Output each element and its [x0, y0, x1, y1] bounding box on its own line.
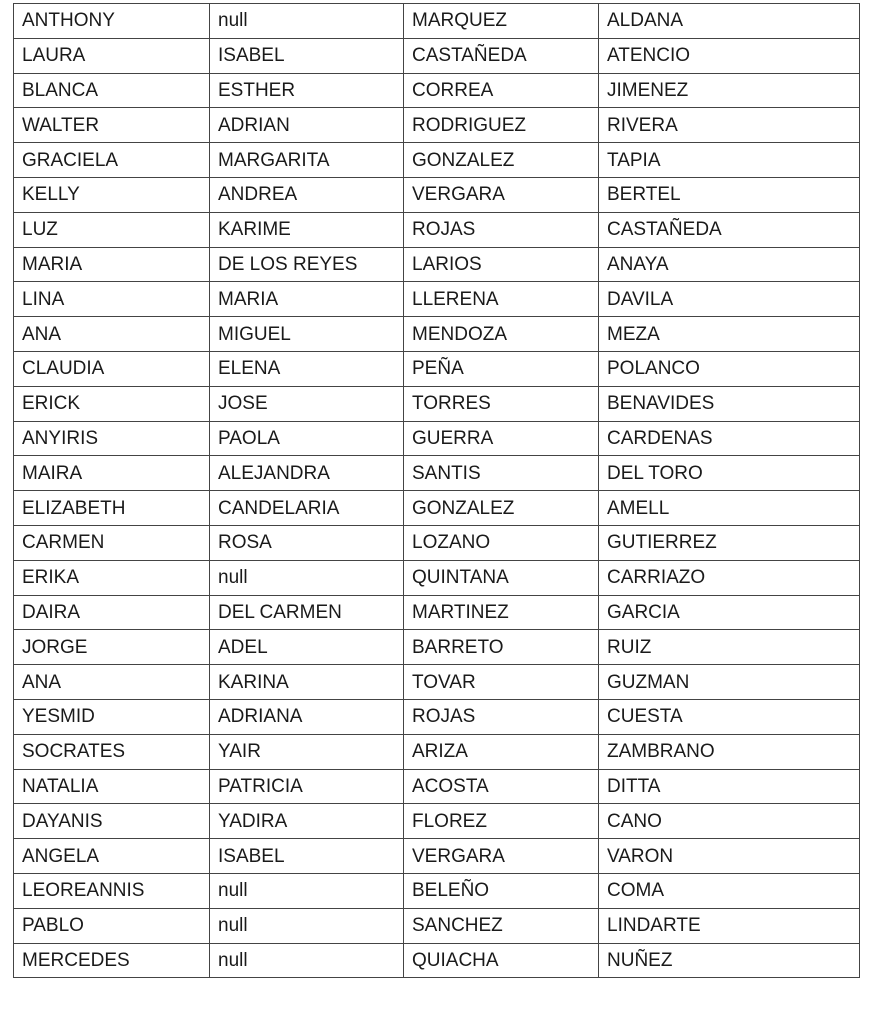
table-row	[14, 943, 860, 978]
second-surname-cell: JIMENEZ	[599, 73, 860, 108]
table-row	[14, 143, 860, 178]
first-surname-cell: SANCHEZ	[404, 908, 599, 943]
table-row	[14, 351, 860, 386]
first-name-cell: LUZ	[14, 212, 210, 247]
middle-name-cell: null	[210, 4, 404, 39]
first-surname-cell: LARIOS	[404, 247, 599, 282]
second-surname-cell: GARCIA	[599, 595, 860, 630]
second-surname-cell: DEL TORO	[599, 456, 860, 491]
first-surname-cell: QUINTANA	[404, 560, 599, 595]
table-row	[14, 491, 860, 526]
table-row	[14, 665, 860, 700]
second-surname-cell: BERTEL	[599, 177, 860, 212]
second-surname-cell: CUESTA	[599, 699, 860, 734]
first-name-cell: GRACIELA	[14, 143, 210, 178]
first-name-cell: ELIZABETH	[14, 491, 210, 526]
middle-name-cell: JOSE	[210, 386, 404, 421]
second-surname-cell: AMELL	[599, 491, 860, 526]
middle-name-cell: PAOLA	[210, 421, 404, 456]
first-name-cell: JORGE	[14, 630, 210, 665]
first-surname-cell: ARIZA	[404, 734, 599, 769]
second-surname-cell: COMA	[599, 873, 860, 908]
names-table-body	[14, 4, 860, 978]
table-row	[14, 4, 860, 39]
second-surname-cell: ALDANA	[599, 4, 860, 39]
table-row	[14, 560, 860, 595]
table-row	[14, 525, 860, 560]
middle-name-cell: MARGARITA	[210, 143, 404, 178]
first-name-cell: CARMEN	[14, 525, 210, 560]
middle-name-cell: MARIA	[210, 282, 404, 317]
first-surname-cell: GUERRA	[404, 421, 599, 456]
first-name-cell: KELLY	[14, 177, 210, 212]
table-row	[14, 734, 860, 769]
middle-name-cell: KARIME	[210, 212, 404, 247]
first-name-cell: WALTER	[14, 108, 210, 143]
first-name-cell: ANGELA	[14, 839, 210, 874]
first-surname-cell: VERGARA	[404, 177, 599, 212]
middle-name-cell: DE LOS REYES	[210, 247, 404, 282]
middle-name-cell: ADRIAN	[210, 108, 404, 143]
first-surname-cell: PEÑA	[404, 351, 599, 386]
middle-name-cell: ADRIANA	[210, 699, 404, 734]
table-row	[14, 282, 860, 317]
first-name-cell: ANA	[14, 317, 210, 352]
second-surname-cell: DITTA	[599, 769, 860, 804]
first-surname-cell: QUIACHA	[404, 943, 599, 978]
table-row	[14, 699, 860, 734]
second-surname-cell: CARRIAZO	[599, 560, 860, 595]
second-surname-cell: GUTIERREZ	[599, 525, 860, 560]
table-row	[14, 38, 860, 73]
first-surname-cell: RODRIGUEZ	[404, 108, 599, 143]
second-surname-cell: RIVERA	[599, 108, 860, 143]
first-surname-cell: MARQUEZ	[404, 4, 599, 39]
first-surname-cell: TOVAR	[404, 665, 599, 700]
first-surname-cell: ROJAS	[404, 699, 599, 734]
table-row	[14, 73, 860, 108]
second-surname-cell: NUÑEZ	[599, 943, 860, 978]
first-name-cell: DAYANIS	[14, 804, 210, 839]
first-name-cell: ANA	[14, 665, 210, 700]
middle-name-cell: CANDELARIA	[210, 491, 404, 526]
first-surname-cell: ROJAS	[404, 212, 599, 247]
first-name-cell: BLANCA	[14, 73, 210, 108]
middle-name-cell: null	[210, 560, 404, 595]
second-surname-cell: CANO	[599, 804, 860, 839]
middle-name-cell: ISABEL	[210, 38, 404, 73]
middle-name-cell: ADEL	[210, 630, 404, 665]
table-row	[14, 456, 860, 491]
names-table	[13, 3, 860, 978]
middle-name-cell: ISABEL	[210, 839, 404, 874]
middle-name-cell: ALEJANDRA	[210, 456, 404, 491]
middle-name-cell: DEL CARMEN	[210, 595, 404, 630]
first-surname-cell: CASTAÑEDA	[404, 38, 599, 73]
first-name-cell: SOCRATES	[14, 734, 210, 769]
first-surname-cell: LOZANO	[404, 525, 599, 560]
first-name-cell: LAURA	[14, 38, 210, 73]
second-surname-cell: MEZA	[599, 317, 860, 352]
second-surname-cell: CASTAÑEDA	[599, 212, 860, 247]
first-name-cell: MAIRA	[14, 456, 210, 491]
middle-name-cell: ANDREA	[210, 177, 404, 212]
middle-name-cell: YADIRA	[210, 804, 404, 839]
middle-name-cell: null	[210, 873, 404, 908]
first-surname-cell: LLERENA	[404, 282, 599, 317]
table-row	[14, 630, 860, 665]
middle-name-cell: ROSA	[210, 525, 404, 560]
first-surname-cell: FLOREZ	[404, 804, 599, 839]
first-name-cell: PABLO	[14, 908, 210, 943]
first-name-cell: DAIRA	[14, 595, 210, 630]
second-surname-cell: ATENCIO	[599, 38, 860, 73]
middle-name-cell: ELENA	[210, 351, 404, 386]
first-name-cell: ANTHONY	[14, 4, 210, 39]
table-row	[14, 317, 860, 352]
second-surname-cell: VARON	[599, 839, 860, 874]
middle-name-cell: PATRICIA	[210, 769, 404, 804]
second-surname-cell: ANAYA	[599, 247, 860, 282]
table-row	[14, 839, 860, 874]
second-surname-cell: DAVILA	[599, 282, 860, 317]
middle-name-cell: MIGUEL	[210, 317, 404, 352]
first-surname-cell: GONZALEZ	[404, 491, 599, 526]
first-surname-cell: BELEÑO	[404, 873, 599, 908]
table-row	[14, 769, 860, 804]
table-row	[14, 873, 860, 908]
middle-name-cell: YAIR	[210, 734, 404, 769]
table-row	[14, 177, 860, 212]
second-surname-cell: RUIZ	[599, 630, 860, 665]
first-name-cell: MARIA	[14, 247, 210, 282]
middle-name-cell: KARINA	[210, 665, 404, 700]
first-name-cell: ERIKA	[14, 560, 210, 595]
first-surname-cell: CORREA	[404, 73, 599, 108]
first-name-cell: ERICK	[14, 386, 210, 421]
first-name-cell: NATALIA	[14, 769, 210, 804]
first-surname-cell: SANTIS	[404, 456, 599, 491]
second-surname-cell: LINDARTE	[599, 908, 860, 943]
first-surname-cell: TORRES	[404, 386, 599, 421]
table-row	[14, 908, 860, 943]
first-name-cell: ANYIRIS	[14, 421, 210, 456]
middle-name-cell: ESTHER	[210, 73, 404, 108]
first-name-cell: MERCEDES	[14, 943, 210, 978]
second-surname-cell: BENAVIDES	[599, 386, 860, 421]
first-surname-cell: MENDOZA	[404, 317, 599, 352]
second-surname-cell: CARDENAS	[599, 421, 860, 456]
table-row	[14, 108, 860, 143]
table-row	[14, 804, 860, 839]
table-row	[14, 212, 860, 247]
second-surname-cell: ZAMBRANO	[599, 734, 860, 769]
table-row	[14, 386, 860, 421]
middle-name-cell: null	[210, 908, 404, 943]
first-surname-cell: VERGARA	[404, 839, 599, 874]
first-name-cell: YESMID	[14, 699, 210, 734]
first-name-cell: CLAUDIA	[14, 351, 210, 386]
second-surname-cell: POLANCO	[599, 351, 860, 386]
first-name-cell: LINA	[14, 282, 210, 317]
first-surname-cell: ACOSTA	[404, 769, 599, 804]
table-row	[14, 247, 860, 282]
first-surname-cell: MARTINEZ	[404, 595, 599, 630]
second-surname-cell: GUZMAN	[599, 665, 860, 700]
first-surname-cell: GONZALEZ	[404, 143, 599, 178]
second-surname-cell: TAPIA	[599, 143, 860, 178]
middle-name-cell: null	[210, 943, 404, 978]
table-row	[14, 595, 860, 630]
first-name-cell: LEOREANNIS	[14, 873, 210, 908]
first-surname-cell: BARRETO	[404, 630, 599, 665]
table-row	[14, 421, 860, 456]
